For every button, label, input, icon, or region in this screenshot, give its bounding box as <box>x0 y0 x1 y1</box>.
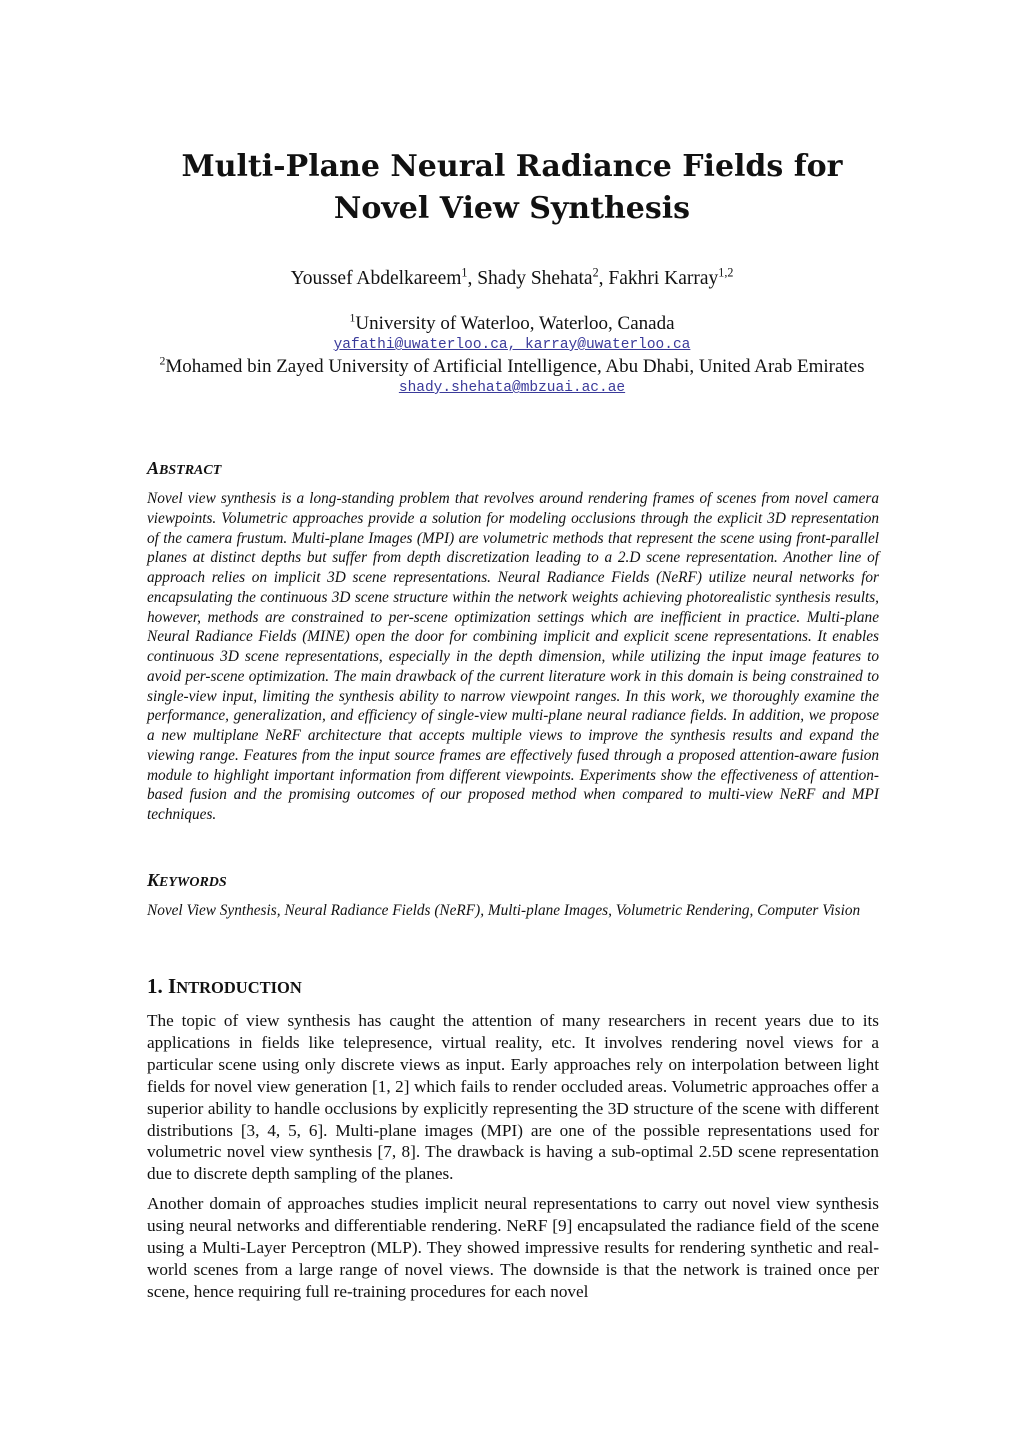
abstract-heading <box>147 457 221 482</box>
affiliation-email-link[interactable]: yafathi@uwaterloo.ca, karray@uwaterloo.ca <box>333 337 691 353</box>
author-separator: , <box>467 268 478 289</box>
heading-initial: K <box>147 870 160 890</box>
author-separator: , <box>598 268 609 289</box>
heading-initial: A <box>147 458 160 478</box>
affiliation-mark: 2 <box>159 354 166 368</box>
intro-paragraph-2: Another domain of approaches studies implicit neural representations to carry out novel view synthesis using neural networks and differentiable rendering. NeRF [9] encapsulated the radiance field of the scene using a Multi-Layer Perceptron (MLP). They showed impressive results for rendering synthetic and real-world scenes from a large range of novel views. The downside is that the network is trained once per scene, hence requiring full re-training procedures for each novel <box>147 1194 879 1301</box>
affiliation-mark: 1 <box>349 311 356 325</box>
affiliation-email-link[interactable]: shady.shehata@mbzuai.ac.ae <box>398 380 626 396</box>
section-number: 1. <box>147 974 168 998</box>
paper-title: Multi-Plane Neural Radiance Fields for Novel View Synthesis <box>181 149 843 226</box>
heading-rest: EYWORDS <box>159 875 227 890</box>
intro-paragraph-1: The topic of view synthesis has caught the attention of many researchers in recent years due to its applications in fields like telepresence, virtual reality, etc. It involves rendering novel views for a particular scene using only discrete views as input. Early approaches rely on interpolation between light fields for novel view generation [1, 2] which fails to render occluded areas. Volumetric approaches offer a superior ability to handle occlusions by explicitly representing the 3D structure of the scene with different distributions [3, 4, 5, 6]. Multi-plane images (MPI) are one of the possible representations used for volumetric novel view synthesis [7, 8]. The drawback is having a sub-optimal 2.5D scene representation due to discrete depth sampling of the planes. <box>147 1011 879 1184</box>
affiliation-text <box>150 355 874 378</box>
heading-initial: I <box>168 974 177 998</box>
heading-rest: BSTRACT <box>159 463 222 478</box>
author-affiliation-mark: 2 <box>592 265 599 280</box>
author-affiliation-mark: 1 <box>461 265 468 280</box>
keywords-heading <box>147 869 227 894</box>
affiliation-text <box>150 312 874 335</box>
author-list <box>140 266 884 292</box>
author-name: Youssef Abdelkareem <box>290 268 462 289</box>
affiliation-1 <box>150 312 874 355</box>
author-name: Shady Shehata <box>477 268 593 289</box>
abstract-text: Novel view synthesis is a long-standing problem that revolves around rendering frames of scenes from novel camera viewpoints. Volumetric approaches provide a solution for modeling occlusions through the explicit 3D representation of the camera frustum. Multi-plane Images (MPI) are volumetric methods that represent the scene using front-parallel planes at distinct depths but suffer from depth discretization leading to a 2.D scene representation. Another line of approach relies on implicit 3D scene representations. Neural Radiance Fields (NeRF) utilize neural networks for encapsulating the continuous 3D scene structure within the network weights achieving photorealistic synthesis results, however, methods are constrained to per-scene optimization settings which are inefficient in practice. Multi-plane Neural Radiance Fields (MINE) open the door for combining implicit and explicit scene representations. It enables continuous 3D scene representations, especially in the depth dimension, while utilizing the input image features to avoid per-scene optimization. The main drawback of the current literature work in this domain is being constrained to single-view input, limiting the synthesis ability to narrow viewpoint ranges. In this work, we thoroughly examine the performance, generalization, and efficiency of single-view multi-plane neural radiance fields. In addition, we propose a new multiplane NeRF architecture that accepts multiple views to improve the synthesis results and expand the viewing range. Features from the input source frames are effectively fused through a proposed attention-aware fusion module to highlight important information from different viewpoints. Experiments show the effectiveness of attention-based fusion and the promising outcomes of our proposed method when compared to multi-view NeRF and MPI techniques. <box>147 490 879 823</box>
affiliation-name: Mohamed bin Zayed University of Artificial Intelligence, Abu Dhabi, United Arab Emirates <box>165 356 865 377</box>
author-affiliation-mark: 1,2 <box>718 265 734 280</box>
heading-rest: NTRODUCTION <box>176 978 302 997</box>
introduction-heading <box>147 973 302 1001</box>
affiliation-2 <box>150 355 874 398</box>
author-name: Fakhri Karray <box>608 268 719 289</box>
affiliation-name: University of Waterloo, Waterloo, Canada <box>355 313 675 334</box>
keywords-text: Novel View Synthesis, Neural Radiance Fields (NeRF), Multi-plane Images, Volumetric Rendering, Computer Vision <box>147 902 861 919</box>
